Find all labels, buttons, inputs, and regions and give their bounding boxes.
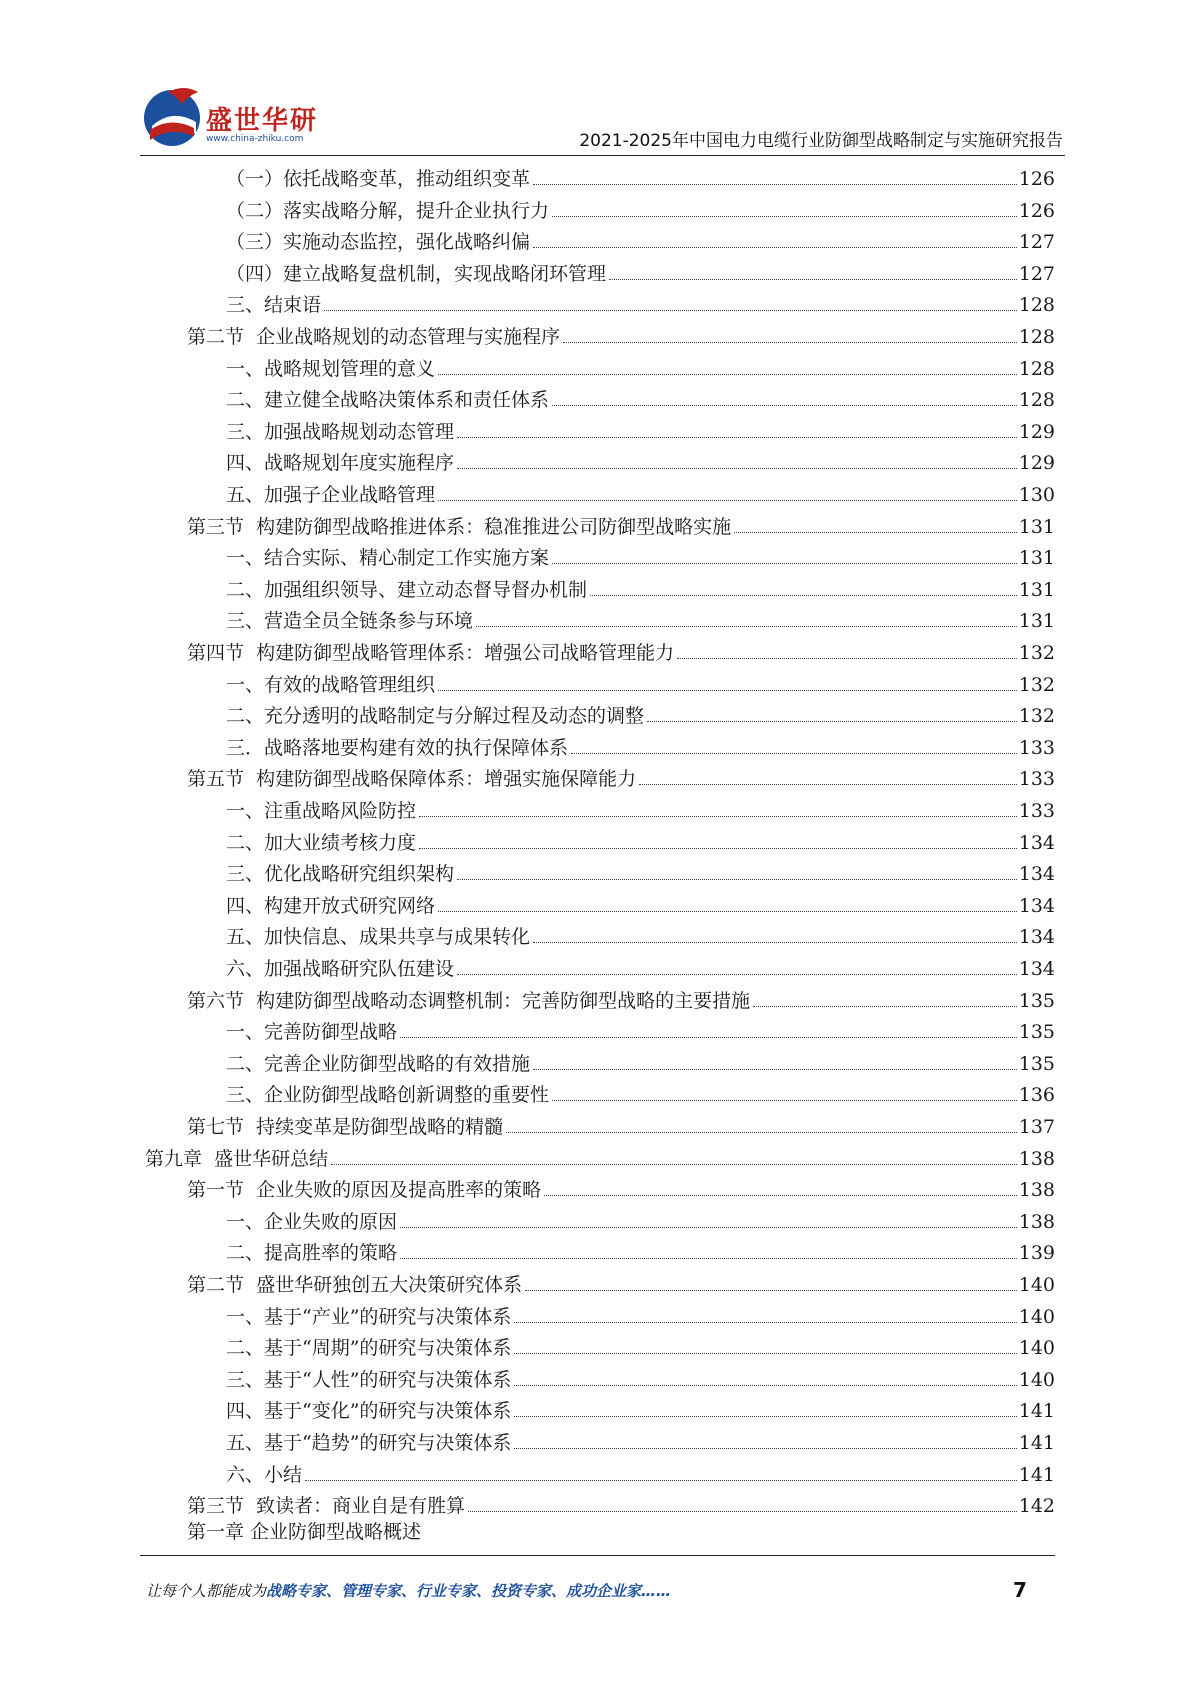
- toc-entry-label: 二、加强组织领导、建立动态督导督办机制: [226, 578, 588, 601]
- toc-entry[interactable]: [226, 1299, 1055, 1329]
- toc-entry-label: 第四节 构建防御型战略管理体系：增强公司战略管理能力: [187, 642, 675, 664]
- logo-text: 盛世华研: [206, 106, 319, 136]
- toc-entry-page: 135: [1018, 1021, 1055, 1044]
- toc-entry-page: 128: [1018, 294, 1055, 317]
- toc-entry[interactable]: [226, 572, 1055, 602]
- toc-entry-leader: [468, 1511, 1017, 1512]
- toc-entry-page: 126: [1018, 168, 1055, 190]
- toc-entry-label: 三、优化战略研究组织架构: [226, 863, 455, 886]
- toc-entry-leader: [514, 1322, 1016, 1323]
- toc-entry-label: 第九章 盛世华研总结: [145, 1147, 329, 1170]
- toc-entry[interactable]: [145, 1141, 1055, 1171]
- toc-entry-label: 第六节 构建防御型战略动态调整机制：完善防御型战略的主要措施: [187, 989, 751, 1012]
- toc-entry-page: 132: [1018, 705, 1055, 728]
- toc-entry[interactable]: [226, 287, 1055, 317]
- toc-entry-page: 138: [1018, 1179, 1055, 1202]
- toc-entry-leader: [552, 216, 1017, 217]
- toc-entry-page: 140: [1018, 1305, 1055, 1328]
- toc-entry-page: 128: [1018, 389, 1055, 412]
- toc-entry-leader: [514, 1353, 1016, 1354]
- toc-entry-leader: [457, 974, 1017, 975]
- toc-entry-leader: [552, 405, 1017, 406]
- toc-entry-leader: [457, 468, 1017, 469]
- toc-entry-leader: [438, 911, 1017, 912]
- toc-entry[interactable]: [226, 951, 1055, 981]
- toc-entry[interactable]: [226, 856, 1055, 886]
- toc-entry-label: 第二节 企业战略规划的动态管理与实施程序: [187, 326, 561, 348]
- toc-entry-label: 一、企业失败的原因: [226, 1210, 398, 1233]
- toc-entry-leader: [457, 437, 1017, 438]
- toc-entry-label: 四、基于“变化”的研究与决策体系: [226, 1400, 512, 1423]
- toc-entry-leader: [438, 690, 1017, 691]
- toc-entry-label: 二、基于“周期”的研究与决策体系: [226, 1337, 512, 1360]
- toc-entry-leader: [590, 595, 1017, 596]
- toc-entry[interactable]: [226, 888, 1055, 918]
- toc-entry-label: 六、加强战略研究队伍建设: [226, 958, 455, 980]
- toc-entry-label: （三）实施动态监控，强化战略纠偏: [226, 231, 531, 254]
- toc-entry[interactable]: [226, 667, 1055, 697]
- toc-entry-leader: [563, 342, 1017, 343]
- page-number: 7: [1013, 1578, 1027, 1602]
- toc-entry-page: 141: [1018, 1463, 1055, 1486]
- toc-entry-page: 140: [1018, 1368, 1055, 1391]
- toc-entry-leader: [514, 1448, 1016, 1449]
- toc-entry-label: 三．战略落地要构建有效的执行保障体系: [226, 736, 569, 759]
- toc-entry-label: 第一节 企业失败的原因及提高胜率的策略: [187, 1179, 542, 1202]
- toc-entry-leader: [533, 1069, 1017, 1070]
- toc-entry-label: 一、注重战略风险防控: [226, 800, 417, 822]
- toc-entry[interactable]: [226, 825, 1055, 855]
- toc-entry-label: 第七节 持续变革是防御型战略的精髓: [187, 1116, 504, 1138]
- toc-entry[interactable]: [226, 1425, 1055, 1455]
- toc-entry[interactable]: [226, 1330, 1055, 1360]
- toc-entry-leader: [457, 879, 1017, 880]
- toc-entry-label: 二、提高胜率的策略: [226, 1242, 398, 1265]
- chapter-heading: 第一章 企业防御型战略概述: [187, 1521, 422, 1543]
- toc-entry-leader: [647, 721, 1017, 722]
- toc-entry-label: 一、战略规划管理的意义: [226, 357, 436, 380]
- header-divider: [140, 155, 1065, 156]
- toc-entry[interactable]: [187, 1109, 1055, 1139]
- toc-entry-page: 134: [1018, 926, 1055, 949]
- toc-entry[interactable]: [187, 319, 1055, 349]
- toc-entry[interactable]: [226, 161, 1055, 191]
- toc-entry-label: 五、基于“趋势”的研究与决策体系: [226, 1432, 512, 1454]
- toc-entry-page: 139: [1018, 1242, 1055, 1265]
- toc-entry-leader: [639, 784, 1017, 785]
- toc-entry-label: 第三节 构建防御型战略推进体系：稳准推进公司防御型战略实施: [187, 515, 732, 538]
- toc-entry[interactable]: [226, 351, 1055, 381]
- toc-entry-page: 132: [1018, 673, 1055, 696]
- footer-divider: [140, 1555, 1055, 1556]
- toc-entry-label: 一、结合实际、精心制定工作实施方案: [226, 547, 550, 570]
- toc-entry-leader: [438, 374, 1017, 375]
- toc-entry-leader: [552, 563, 1017, 564]
- toc-entry-page: 140: [1018, 1274, 1055, 1296]
- toc-entry[interactable]: [226, 540, 1055, 570]
- footer-slogan: [146, 1580, 671, 1601]
- toc-entry[interactable]: [187, 983, 1055, 1013]
- logo-url: www.china-zhiku.com: [206, 134, 304, 144]
- toc-entry-label: 二、建立健全战略决策体系和责任体系: [226, 389, 550, 412]
- toc-entry[interactable]: [226, 1204, 1055, 1234]
- toc-entry-page: 131: [1018, 547, 1055, 570]
- toc-entry-leader: [734, 532, 1017, 533]
- toc-entry[interactable]: [187, 1172, 1055, 1202]
- toc-entry-page: 127: [1018, 262, 1055, 285]
- toc-entry-page: 136: [1018, 1084, 1055, 1107]
- toc-entry-leader: [571, 753, 1017, 754]
- toc-entry-page: 131: [1018, 515, 1055, 538]
- toc-entry-leader: [533, 184, 1017, 185]
- toc-entry[interactable]: [226, 414, 1055, 444]
- toc-entry[interactable]: [187, 761, 1055, 791]
- toc-entry-label: 二、加大业绩考核力度: [226, 831, 417, 854]
- toc-entry-page: 134: [1018, 958, 1055, 980]
- toc-entry-page: 127: [1018, 231, 1055, 254]
- toc-entry-label: 第五节 构建防御型战略保障体系：增强实施保障能力: [187, 768, 637, 791]
- toc-entry-leader: [400, 1037, 1017, 1038]
- toc-entry-page: 131: [1018, 578, 1055, 601]
- toc-entry-label: 二、完善企业防御型战略的有效措施: [226, 1052, 531, 1075]
- toc-entry-page: 138: [1018, 1147, 1055, 1170]
- toc-entry[interactable]: [187, 509, 1055, 539]
- toc-entry-page: 131: [1018, 610, 1055, 633]
- toc-entry[interactable]: [226, 224, 1055, 254]
- toc-entry[interactable]: [226, 1077, 1055, 1107]
- toc-entry-page: 142: [1018, 1495, 1055, 1518]
- toc-entry-page: 134: [1018, 894, 1055, 917]
- toc-entry-leader: [506, 1132, 1017, 1133]
- toc-entry-leader: [331, 1164, 1017, 1165]
- toc-entry-leader: [544, 1195, 1017, 1196]
- footer-slogan-prefix: 让每个人都能成为: [146, 1582, 267, 1600]
- toc-entry[interactable]: [226, 256, 1055, 286]
- toc-entry-leader: [533, 247, 1017, 248]
- toc-entry-label: 三、加强战略规划动态管理: [226, 420, 455, 443]
- toc-entry-leader: [476, 626, 1017, 627]
- toc-entry-leader: [400, 1227, 1017, 1228]
- toc-entry-label: 三、结束语: [226, 294, 322, 317]
- toc-entry-label: 四、构建开放式研究网络: [226, 894, 436, 917]
- toc-entry[interactable]: [226, 919, 1055, 949]
- toc-entry-page: 129: [1018, 452, 1055, 475]
- toc-entry-page: 138: [1018, 1210, 1055, 1233]
- toc-entry[interactable]: [226, 1235, 1055, 1265]
- page-header: [0, 0, 1191, 160]
- toc-entry-label: 五、加强子企业战略管理: [226, 484, 436, 506]
- report-title: 2021-2025年中国电力电缆行业防御型战略制定与实施研究报告: [579, 131, 1063, 151]
- toc-entry-leader: [533, 942, 1017, 943]
- toc-entry-leader: [324, 310, 1017, 311]
- toc-entry-page: 130: [1018, 484, 1055, 506]
- toc-entry-label: 一、有效的战略管理组织: [226, 673, 436, 696]
- toc-entry-page: 133: [1018, 736, 1055, 759]
- toc-entry-label: 二、充分透明的战略制定与分解过程及动态的调整: [226, 705, 645, 728]
- toc-entry-page: 137: [1018, 1116, 1055, 1138]
- toc-entry[interactable]: [187, 1488, 1055, 1518]
- toc-entry[interactable]: [226, 1362, 1055, 1392]
- toc-entry-page: 133: [1018, 800, 1055, 822]
- toc-entry-label: 五、加快信息、成果共享与成果转化: [226, 926, 531, 949]
- toc-entry[interactable]: [187, 1267, 1055, 1297]
- toc-entry-label: 三、企业防御型战略创新调整的重要性: [226, 1084, 550, 1107]
- toc-entry-leader: [609, 279, 1017, 280]
- toc-entry-label: 第二节 盛世华研独创五大决策研究体系: [187, 1274, 523, 1296]
- toc-entry-leader: [514, 1416, 1016, 1417]
- toc-entry-page: 134: [1018, 831, 1055, 854]
- toc-entry-leader: [677, 658, 1017, 659]
- toc-entry[interactable]: [226, 730, 1055, 760]
- toc-entry-page: 128: [1018, 357, 1055, 380]
- toc-entry-leader: [438, 500, 1017, 501]
- toc-entry-label: （一）依托战略变革，推动组织变革: [226, 168, 531, 190]
- toc-entry[interactable]: [187, 635, 1055, 665]
- toc-entry-page: 126: [1018, 199, 1055, 222]
- toc-entry[interactable]: [226, 1457, 1055, 1487]
- footer-slogan-highlight: 战略专家、管理专家、行业专家、投资专家、成功企业家……: [266, 1582, 672, 1600]
- toc-entry-leader: [525, 1290, 1017, 1291]
- toc-entry[interactable]: [226, 193, 1055, 223]
- toc-entry-label: 六、小结: [226, 1463, 303, 1486]
- toc-entry-leader: [305, 1480, 1017, 1481]
- toc-entry[interactable]: [226, 698, 1055, 728]
- toc-entry-label: 三、基于“人性”的研究与决策体系: [226, 1368, 512, 1391]
- toc-entry-page: 129: [1018, 420, 1055, 443]
- toc-entry[interactable]: [226, 603, 1055, 633]
- toc-entry-page: 141: [1018, 1400, 1055, 1423]
- toc-entry[interactable]: [226, 477, 1055, 507]
- toc-entry-leader: [400, 1258, 1017, 1259]
- toc-entry-page: 133: [1018, 768, 1055, 791]
- toc-entry[interactable]: [226, 1393, 1055, 1423]
- toc-entry-label: 三、营造全员全链条参与环境: [226, 610, 474, 633]
- toc-entry-leader: [753, 1006, 1017, 1007]
- toc-entry[interactable]: [226, 793, 1055, 823]
- toc-entry-label: 四、战略规划年度实施程序: [226, 452, 455, 475]
- toc-entry-label: （二）落实战略分解，提升企业执行力: [226, 199, 550, 222]
- toc-entry-page: 128: [1018, 326, 1055, 348]
- toc-entry-label: 第三节 致读者：商业自是有胜算: [187, 1495, 466, 1518]
- toc-entry-page: 141: [1018, 1432, 1055, 1454]
- toc-entry-label: 一、基于“产业”的研究与决策体系: [226, 1305, 512, 1328]
- toc-entry[interactable]: [226, 1046, 1055, 1076]
- toc-entry-page: 140: [1018, 1337, 1055, 1360]
- toc-entry[interactable]: [226, 382, 1055, 412]
- toc-entry-label: 一、完善防御型战略: [226, 1021, 398, 1044]
- toc-entry-page: 135: [1018, 1052, 1055, 1075]
- toc-entry-leader: [514, 1385, 1016, 1386]
- toc-entry-label: （四）建立战略复盘机制，实现战略闭环管理: [226, 262, 607, 285]
- toc-entry-leader: [419, 816, 1017, 817]
- toc-entry[interactable]: [226, 445, 1055, 475]
- toc-entry-page: 135: [1018, 989, 1055, 1012]
- toc-entry-leader: [419, 848, 1017, 849]
- toc-entry[interactable]: [226, 1014, 1055, 1044]
- toc-entry-leader: [552, 1100, 1017, 1101]
- toc-entry-page: 134: [1018, 863, 1055, 886]
- toc-entry-page: 132: [1018, 642, 1055, 664]
